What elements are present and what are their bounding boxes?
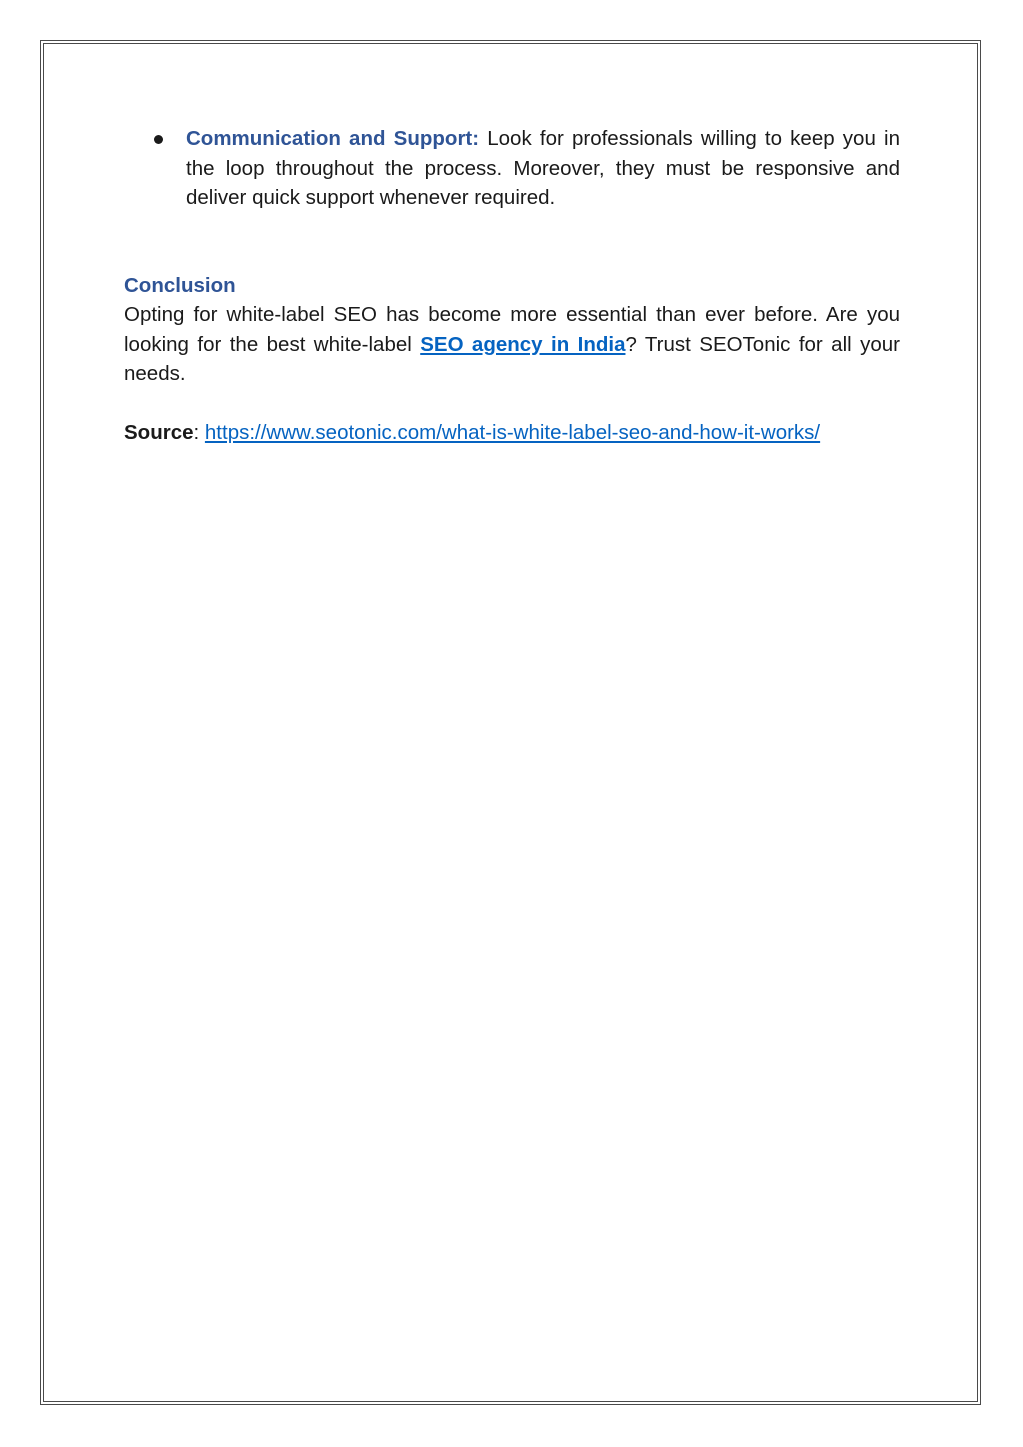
source-label: Source: [124, 421, 194, 444]
bullet-list-item: [124, 124, 900, 213]
bullet-icon: [154, 135, 163, 144]
source-line: [124, 418, 900, 448]
source-url-link[interactable]: https://www.seotonic.com/what-is-white-label-seo-and-how-it-works/: [204, 421, 821, 444]
conclusion-paragraph: [124, 300, 900, 389]
conclusion-text-after-link: ? Trust SEOTonic for all your needs.: [124, 332, 900, 385]
source-separator: :: [193, 421, 205, 444]
conclusion-heading: Conclusion: [124, 273, 236, 297]
bullet-text: Look for professionals willing to keep you in the loop throughout the process. Moreover, they must be responsive and deliver quick support whenever required.: [186, 127, 900, 209]
seo-agency-link[interactable]: SEO agency in India: [420, 332, 626, 356]
bullet-term: Communication and Support:: [186, 127, 480, 150]
conclusion-text-before-link: Opting for white-label SEO has become more essential than ever before. Are you looking for the best white-label: [124, 303, 900, 356]
document-body: [124, 124, 900, 448]
